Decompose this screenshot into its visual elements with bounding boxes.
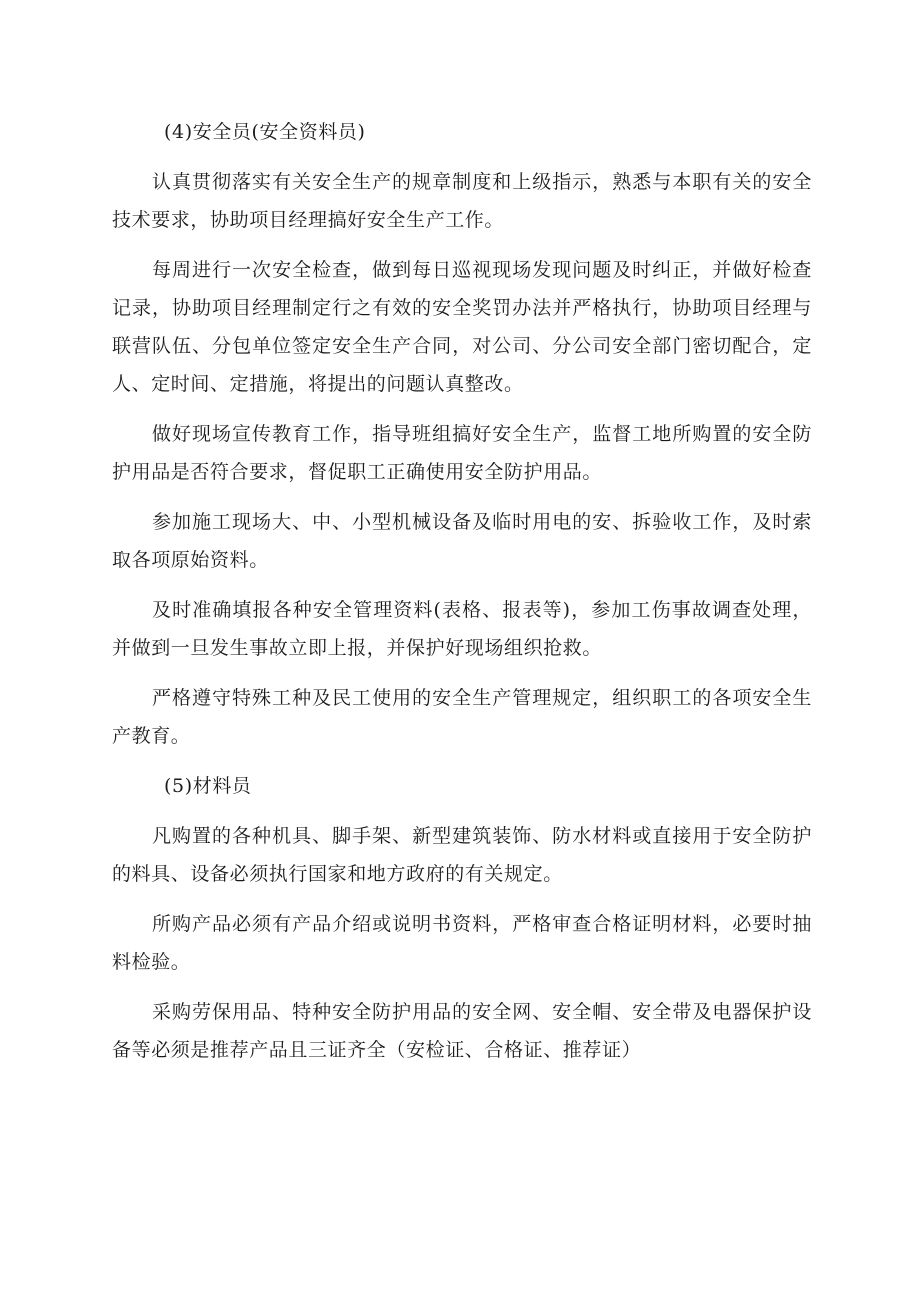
section-heading-safety-officer: (4)安全员(安全资料员) [164, 121, 366, 143]
document-body [112, 113, 812, 1081]
paragraph: 每周进行一次安全检查，做到每日巡视现场发现问题及时纠正，并做好检查记录，协助项目经理制定行之有效的安全奖罚办法并严格执行，协助项目经理与联营队伍、分包单位签定安全生产合同，对公司、分公司安全部门密切配合，定人、定时间、定措施，将提出的问题认真整改。 [112, 259, 812, 395]
paragraph: 严格遵守特殊工种及民工使用的安全生产管理规定，组织职工的各项安全生产教育。 [112, 687, 812, 747]
paragraph: 采购劳保用品、特种安全防护用品的安全网、安全帽、安全带及电器保护设备等必须是推荐产品且三证齐全（安检证、合格证、推荐证） [112, 1001, 812, 1061]
paragraph: 及时准确填报各种安全管理资料(表格、报表等)，参加工伤事故调查处理，并做到一旦发生事故立即上报，并保护好现场组织抢救。 [112, 599, 812, 659]
section-heading-materials-officer: (5)材料员 [164, 775, 252, 797]
paragraph: 参加施工现场大、中、小型机械设备及临时用电的安、拆验收工作，及时索取各项原始资料。 [112, 511, 812, 571]
paragraph: 做好现场宣传教育工作，指导班组搞好安全生产，监督工地所购置的安全防护用品是否符合要求，督促职工正确使用安全防护用品。 [112, 423, 812, 483]
paragraph: 认真贯彻落实有关安全生产的规章制度和上级指示，熟悉与本职有关的安全技术要求，协助项目经理搞好安全生产工作。 [112, 171, 812, 231]
paragraph: 凡购置的各种机具、脚手架、新型建筑装饰、防水材料或直接用于安全防护的料具、设备必须执行国家和地方政府的有关规定。 [112, 825, 812, 885]
paragraph: 所购产品必须有产品介绍或说明书资料，严格审查合格证明材料，必要时抽料检验。 [112, 913, 812, 973]
